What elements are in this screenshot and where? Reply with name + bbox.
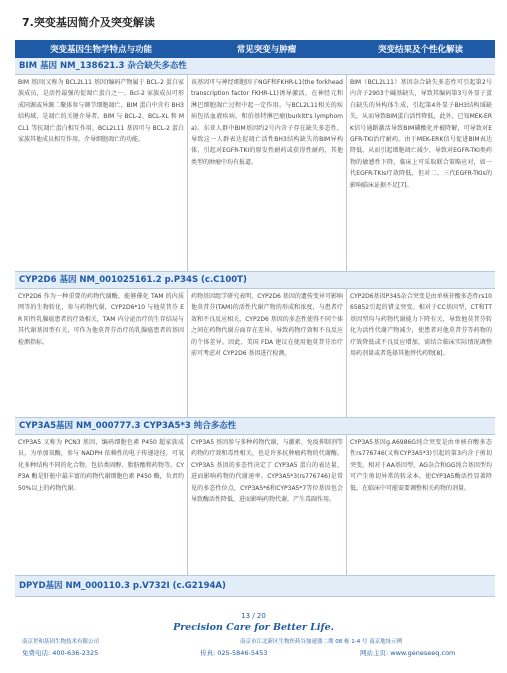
gene-title: CYP2D6 基因 NM_001025161.2 p.P34S (c.C100T) [15,272,495,289]
slogan: Precision Care for Better Life. [173,622,334,633]
company-name: 南京世和基因生物技术有限公司 [22,639,100,645]
company-address: 南京市江北新区生物医药谷加速器二期 08 栋 1-4 号 南京地址示例 [240,639,403,645]
hotline: 免费电话: 400-636-2325 [22,649,99,657]
cell-tumor: CYP3A5 基因参与多种药物代谢，与激素、免疫抑制剂等药物的疗效和毒性相关，也是许多抗肿瘤药物的代谢酶。CYP3A5 基因的多态性决定了 CYP3A5 蛋白的表达量，进而影响药物的代谢速率。CYP3A5*3(rs776746)是常见的多态性位点，CYP3A5*6和CYP3A5*7等位基因也会导致酶活性降低，进而影响药物代谢，产生毒副作用。 [187,435,346,575]
cell-tumor: 药物基因组学研究表明，CYP2D6 基因的遗传变异可影响他莫昔芬(TAM)的活性代谢产物的形成和浓度，与患者疗效和不良反应相关，CYP2D6 基因的多态性使得不同个体之间在药物代谢方面存在差异，导致药物疗效和不良反应的个体差异。因此，美国 FDA 建议在使用他莫昔芬治疗前可考虑对 CYP2D6 基因进行检测。 [187,289,346,417]
cell-interpretation: CYP3A5基因g.A6986G纯合突变是由单核苷酸多态性rs776746(又称CYP3A5*3)引起的第3内含子剪切突变。相对于AA基因型，AG杂合和GG纯合基因型均可产生剪切异常的转录本，使CYP3A5酶活性显著降低，在临床中可能需要调整相关药物的剂量。 [346,435,495,575]
gene-section-bim [15,58,495,272]
cell-interpretation: BIM（BCL2L11）基因杂合缺失多态性可引起第2号内含子2903个碱基缺失，导致其编码第3号外显子蛋白缺失的异构体生成，引起第4外显子BH3结构域缺失，从而导致BIM蛋白活性降低，此外，已知MEK-ERK信号通路激活导致BIM磷酸化并被降解，可导致对EGFR-TKI治疗耐药。由于MEK-ERK信号促进BIM表达降低，从而引起细胞凋亡减少，导致对EGFR-TKI类药物的敏感性下降，临床上可采取联合策略应对，如一代EGFR-TKIs疗效降低，但对二、三代EGFR-TKIs的影响临床证据不足[7]。 [346,75,495,271]
gene-section-cyp3a5 [15,418,495,576]
gene-title: BIM 基因 NM_138621.3 杂合缺失多态性 [15,58,495,75]
section-title: 7.突变基因简介及突变解读 [22,16,155,29]
table-header [15,40,495,58]
cell-interpretation: CYP2D6基因P34S杂合突变是由单核苷酸多态性rs1065852引起的错义突变。相对于CC基因型，CT和TT基因型均与药物代谢能力下降有关，导致他莫昔芬转化为活性代谢产物减少，使患者对他莫昔芬等药物的疗效降低或不良反应增加，需结合临床实际情况调整用药剂量或者选择其他替代药物[8]。 [346,289,495,417]
page-number: 13 / 20 [241,612,266,620]
cell-function: BIM 基因(又称为 BCL2L11 基因)编码产物属于 BCL-2 蛋白家族成员，是活性最强的促凋亡蛋白之一。Bcl-2 家族成员可形成同源或异源二聚体参与调节细胞凋亡，BIM 蛋白中含有 BH3 结构域，是凋亡的关键介导者。BIM 与 BCL-2、BCL-XL 和 MCL1 等抗凋亡蛋白相互作用，BCL2L11 基因可与 BCL-2 蛋白家族其他成员相互作用，介导细胞凋亡的功能。 [18,79,184,144]
header-tumor: 常见突变与肿瘤 [236,45,297,55]
header-function: 突变基因生物学特点与功能 [49,45,152,55]
fax: 传真: 025-5846-5453 [200,649,268,657]
cell-function: CYP2D6 作为一种重要的药物代谢酶，能够催化 TAM 的内质网等的生物转化，参与药物代谢，CYP2D6*10 与他莫昔芬 ER 阳性乳腺癌患者的疗效相关，TAM 内分泌治疗的生存结局与其代谢基因型有关，可作为他莫昔芬治疗的乳腺癌患者的基因检测指标。 [18,293,184,346]
table-row [15,435,495,576]
header-interpretation: 突变结果及个性化解读 [377,45,463,55]
cell-function: CYP3A5 又称为 PCN3 基因，编码细胞色素 P450 超家族成员，为单加氧酶，参与 NADPH 依赖性的电子传递途径，可氧化多种结构不同的化合物，包括类固醇、脂肪酸和药物等。CYP3A 酶是肝脏中最丰富的药物代谢细胞色素 P450 酶，负责约50%以上的药物代谢。 [18,439,184,492]
table-row [15,75,495,272]
gene-title: DPYD基因 NM_000110.3 p.V732I (c.G2194A) [15,576,495,597]
gene-table [15,40,495,597]
table-row [15,289,495,418]
gene-title: CYP3A5基因 NM_000777.3 CYP3A5*3 纯合多态性 [15,418,495,435]
website-link[interactable]: 网站主页: www.geneseeq.com [360,649,456,657]
gene-section-dpyd [15,576,495,597]
cell-tumor: 该基因可与神经细胞因子NGF和FKHR-L1(the forkhead transcription factor FKHR-L1)诱导激活，在神经元和淋巴细胞凋亡过程中起一定作用。与BCL2L11相关的疾病包括血液疾病，和伯基特淋巴瘤(burkitt's lymphoma)。东亚人群中BIM基因约2号内含子存在缺失多态性，导致这一人群表达促凋亡活性BH3结构缺失的BIM异构体，引起对EGFR-TKI的原发性耐药或获得性耐药，其他类型的肿瘤中均有报道。 [187,75,346,271]
gene-section-cyp2d6 [15,272,495,418]
